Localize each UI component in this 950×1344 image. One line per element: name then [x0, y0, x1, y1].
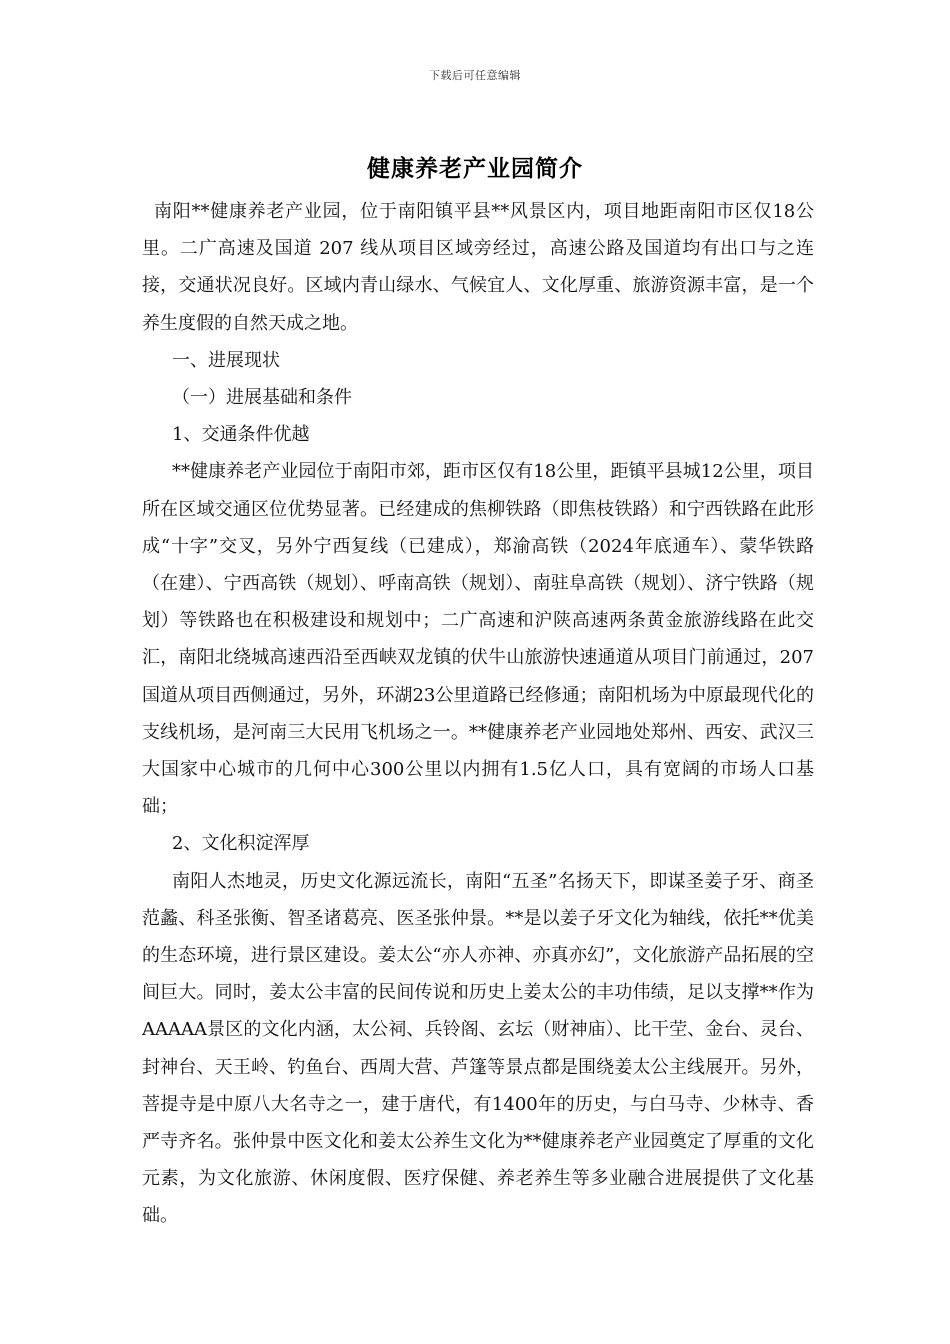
document-title: 健康养老产业园简介 [367, 155, 583, 182]
subsection-heading: （一）进展基础和条件 [172, 387, 352, 409]
document-body [142, 193, 814, 1235]
section-heading-1: 一、进展现状 [172, 349, 280, 371]
item-heading-transport: 1、交通条件优越 [172, 424, 310, 446]
culture-paragraph: 南阳人杰地灵，历史文化源远流长，南阳“五圣”名扬天下，即谋圣姜子牙、商圣范蠡、科圣张衡、智圣诸葛亮、医圣张仲景。**是以姜子牙文化为轴线，依托**优美的生态环境，进行景区建设。姜太公“亦人亦神、亦真亦幻”，文化旅游产品拓展的空间巨大。同时，姜太公丰富的民间传说和历史上姜太公的丰功伟绩，足以支撑**作为AAAAA景区的文化内涵，太公祠、兵铃阁、玄坛（财神庙）、比干茔、金台、灵台、封神台、天王岭、钓鱼台、西周大营、芦篷等景点都是围绕姜太公主线展开。另外，菩提寺是中原八大名寺之一，建于唐代，有1400年的历史，与白马寺、少林寺、香严寺齐名。张仲景中医文化和姜太公养生文化为**健康养老产业园奠定了厚重的文化元素，为文化旅游、休闲度假、医疗保健、养老养生等多业融合进展提供了文化基础。 [142, 870, 814, 1227]
intro-paragraph: 南阳**健康养老产业园，位于南阳镇平县**风景区内，项目地距南阳市区仅18公里。二广高速及国道 207 线从项目区域旁经过，高速公路及国道均有出口与之连接，交通状况良好。区域内青山绿水、气候宜人、文化厚重、旅游资源丰富，是一个养生度假的自然天成之地。 [142, 201, 814, 334]
item-heading-culture: 2、文化积淀浑厚 [172, 833, 310, 855]
transport-paragraph: **健康养老产业园位于南阳市郊，距市区仅有18公里，距镇平县城12公里，项目所在区域交通区位优势显著。已经建成的焦柳铁路（即焦枝铁路）和宁西铁路在此形成“十字”交叉，另外宁西复线（已建成），郑渝高铁（2024年底通车）、蒙华铁路（在建）、宁西高铁（规划）、呼南高铁（规划）、南驻阜高铁（规划）、济宁铁路（规划）等铁路也在积极建设和规划中；二广高速和沪陕高速两条黄金旅游线路在此交汇，南阳北绕城高速西沿至西峡双龙镇的伏牛山旅游快速通道从项目门前通过，207国道从项目西侧通过，另外，环湖23公里道路已经修通；南阳机场为中原最现代化的支线机场，是河南三大民用飞机场之一。**健康养老产业园地处郑州、西安、武汉三大国家中心城市的几何中心300公里以内拥有1.5亿人口，具有宽阔的市场人口基础； [142, 461, 814, 818]
header-note: 下载后可任意编辑 [429, 69, 521, 82]
